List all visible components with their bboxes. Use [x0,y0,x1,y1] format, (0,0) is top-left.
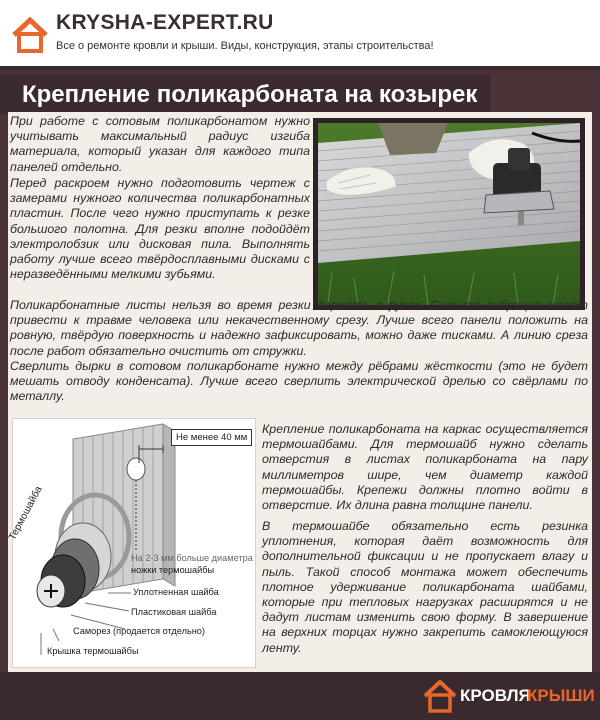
thermowasher-diagram [7,418,256,668]
site-name[interactable]: KRYSHA-EXPERT.RU [56,11,274,34]
paragraph-cutting: Перед раскроем нужно подготовить чертеж с замерами нужного количества поликарбонатных пластин. После чего нужно приступать к резке большого полотна. Для резки вполне подойдёт электролобзик или дисковая пила. Выполнять работу лучше всего твёрдосплавными дисками с неразведёнными мелкими зубьями. [10,176,310,282]
diameter-label-line1: На 2-3 мм больше диаметра [131,553,253,563]
paragraph-fastening: Крепление поликарбоната на каркас осуществляется термошайбами. Для термошайб нужно сделать отверстия в листах поликарбоната на пару миллиметров шире, чем диаметр каждой термошайбы. Крепежи должны плотно войти в отверстие. Их длина равна толщине панели. [262,422,588,513]
screw-label: Саморез (продается отдельно) [73,626,205,636]
seal-washer-label: Уплотненная шайба [133,587,219,597]
paragraph-drilling: Сверлить дырки в сотовом поликарбонате нужно между рёбрами жёсткости (это не будет мешать отводу конденсата). Лучше всего сверлить электрической дрелью со свёрлами по металлу. [10,359,588,404]
house-logo-icon [10,15,50,55]
footer-brand-right[interactable]: КРЫШИ [527,686,595,705]
site-header [0,0,600,70]
plastic-washer-label: Пластиковая шайба [131,607,217,617]
title-bar [0,74,490,114]
paragraph-vibration: Поликарбонатные листы нельзя во время резки держать в руках. Сильная вибрация может привести к травме человека или некачественному срезу. Лучше всего панели положить на ровную, твёрдую поверхность и надежно зафиксировать, можно даже тисками. А линию среза после работ обязательно очистить от стружки. [10,298,588,358]
thermowasher-label: Термошайба [7,484,45,543]
cutting-photo [313,118,585,310]
paragraph-bending-radius: При работе с сотовым поликарбонатом нужно учитывать максимальный радиус изгиба материала, который указан для каждого типа панелей отдельно. [10,114,310,174]
jigsaw-cutting-illustration [318,123,580,305]
page-title: Крепление поликарбоната на козырек [22,81,478,108]
diameter-label-line2: ножки термошайбы [131,565,215,575]
cap-label: Крышка термошайбы [47,646,139,656]
min-distance-label: Не менее 40 мм [171,429,252,446]
footer-brand-left[interactable]: КРОВЛЯ [460,686,531,705]
paragraph-sealing: В термошайбе обязательно есть резинка уплотнения, которая даёт возможность для дополнительной фиксации и не пропускает влагу и пыль. Такой способ монтажа может обеспечить плотное удерживание поликарбоната шайбами, которые при тепловых нагрузках расширятся и не дадут листам изменить свою форму. В завершение на верхних торцах нужно закрепить самоклеющуюся ленту. [262,519,588,655]
site-tagline: Все о ремонте кровли и крыши. Виды, конструкция, этапы строительства! [56,40,434,52]
footer-house-logo-icon [422,678,458,714]
